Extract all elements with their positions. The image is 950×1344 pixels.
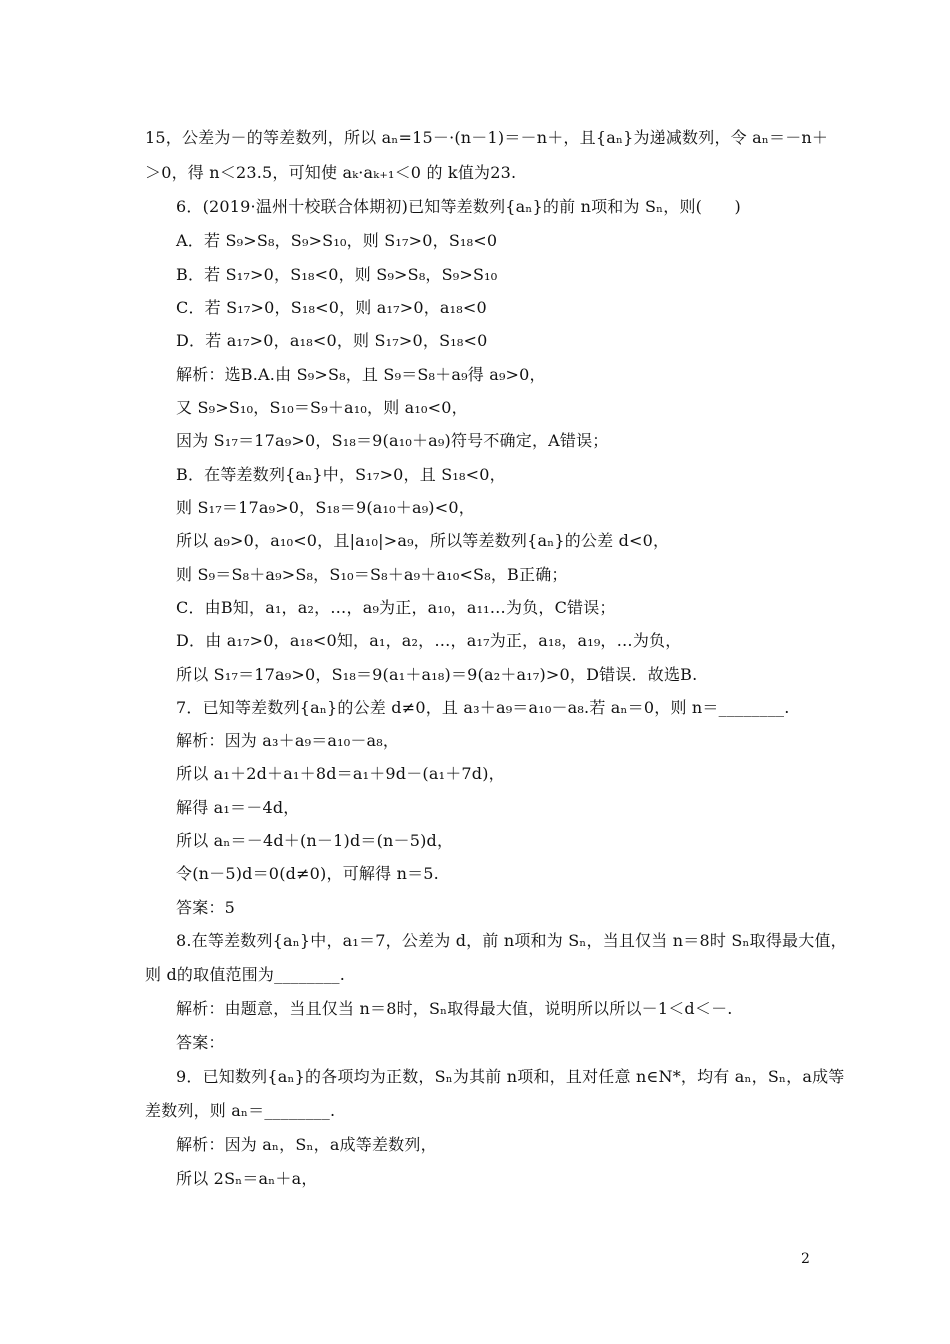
solution-line: 解析：因为 aₙ，Sₙ，a成等差数列， <box>176 1135 437 1154</box>
solution-line: 又 S₉>S₁₀，S₁₀＝S₉＋a₁₀，则 a₁₀<0， <box>176 398 468 417</box>
solution-line: 解析：因为 a₃＋a₉＝a₁₀－a₈， <box>176 731 400 750</box>
option-d: D．若 a₁₇>0，a₁₈<0，则 S₁₇>0，S₁₈<0 <box>176 331 488 350</box>
option-c: C．若 S₁₇>0，S₁₈<0，则 a₁₇>0，a₁₈<0 <box>176 298 487 317</box>
question-7: 7．已知等差数列{aₙ}的公差 d≠0，且 a₃＋a₉＝a₁₀－a₈.若 aₙ＝0，则 n＝________. <box>176 698 790 717</box>
solution-line: B．在等差数列{aₙ}中，S₁₇>0，且 S₁₈<0， <box>176 465 506 484</box>
solution-line: 令(n－5)d＝0(d≠0)，可解得 n＝5. <box>176 864 439 883</box>
answer-line: 答案： <box>176 1033 225 1052</box>
option-a: A．若 S₉>S₈，S₉>S₁₀，则 S₁₇>0，S₁₈<0 <box>176 231 498 250</box>
solution-line: C．由B知，a₁，a₂，…，a₉为正，a₁₀，a₁₁…为负，C错误； <box>176 598 616 617</box>
solution-line: 所以 2Sₙ＝aₙ＋a， <box>176 1169 318 1188</box>
solution-line: 所以 a₉>0，a₁₀<0，且|a₁₀|>a₉，所以等差数列{aₙ}的公差 d<0， <box>176 531 670 550</box>
solution-line: 所以 S₁₇＝17a₉>0，S₁₈＝9(a₁＋a₁₈)＝9(a₂＋a₁₇)>0，D错误．故选B. <box>176 665 698 684</box>
text-line: ＞0，得 n＜23.5，可知使 aₖ·aₖ₊₁＜0 的 k值为23. <box>145 163 517 182</box>
text-line: 差数列，则 aₙ＝________. <box>145 1101 336 1120</box>
solution-line: 解析：选B.A.由 S₉>S₈，且 S₉＝S₈＋a₉得 a₉>0， <box>176 365 546 384</box>
solution-line: D．由 a₁₇>0，a₁₈<0知，a₁，a₂，…，a₁₇为正，a₁₈，a₁₉，…为负， <box>176 631 682 650</box>
solution-line: 则 S₁₇＝17a₉>0，S₁₈＝9(a₁₀＋a₉)<0， <box>176 498 475 517</box>
question-9: 9．已知数列{aₙ}的各项均为正数，Sₙ为其前 n项和，且对任意 n∈N*，均有 aₙ，Sₙ，a成等 <box>176 1067 845 1086</box>
solution-line: 所以 a₁＋2d＋a₁＋8d＝a₁＋9d－(a₁＋7d)， <box>176 764 505 783</box>
question-8: 8.在等差数列{aₙ}中，a₁＝7，公差为 d，前 n项和为 Sₙ，当且仅当 n＝8时 Sₙ取得最大值， <box>176 931 847 950</box>
solution-line: 解析：由题意，当且仅当 n＝8时，Sₙ取得最大值，说明所以所以－1＜d＜－. <box>176 999 733 1018</box>
text-line: 则 d的取值范围为________. <box>145 965 346 984</box>
solution-line: 解得 a₁＝－4d， <box>176 798 300 817</box>
text-line: 15，公差为－的等差数列，所以 aₙ=15－·(n－1)＝－n＋，且{aₙ}为递减数列，令 aₙ＝－n＋ <box>145 128 829 147</box>
page-number: 2 <box>801 1251 810 1267</box>
solution-line: 因为 S₁₇＝17a₉>0，S₁₈＝9(a₁₀＋a₉)符号不确定，A错误； <box>176 431 609 450</box>
solution-line: 则 S₉＝S₈＋a₉>S₈，S₁₀＝S₈＋a₉＋a₁₀<S₈，B正确； <box>176 565 568 584</box>
question-6: 6．(2019·温州十校联合体期初)已知等差数列{aₙ}的前 n项和为 Sₙ，则( ) <box>176 197 741 216</box>
option-b: B．若 S₁₇>0，S₁₈<0，则 S₉>S₈，S₉>S₁₀ <box>176 265 498 284</box>
solution-line: 所以 aₙ＝－4d＋(n－1)d＝(n－5)d， <box>176 831 454 850</box>
answer-line: 答案：5 <box>176 898 235 917</box>
